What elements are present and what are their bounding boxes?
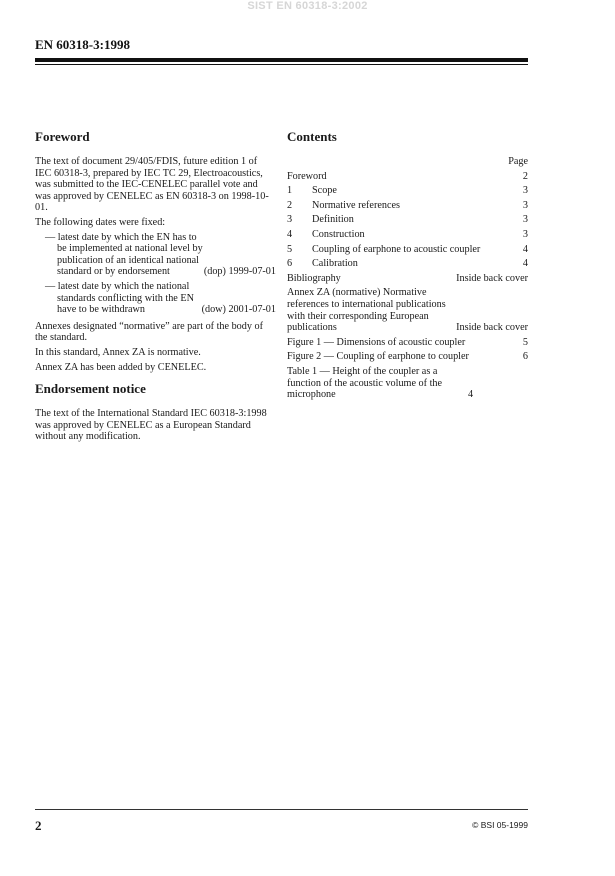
toc-page: 3	[522, 214, 528, 226]
page-column-label: Page	[508, 156, 528, 167]
toc-title: Construction	[312, 228, 365, 240]
toc-entry-annex-za	[287, 287, 528, 333]
toc-entry-coupling	[287, 244, 528, 256]
left-column	[35, 129, 276, 446]
date-value: (dop) 1999-07-01	[203, 266, 276, 278]
toc-page: 3	[522, 185, 528, 197]
annex-za-added: Annex ZA has been added by CENELEC.	[35, 361, 207, 373]
watermark: SIST EN 60318-3:2002	[247, 0, 368, 12]
toc-list	[287, 171, 528, 401]
toc-page: 3	[522, 228, 528, 240]
toc-number: 5	[287, 243, 293, 255]
toc-title: Annex ZA (normative) Normative references to international publications with their corresponding European publications	[287, 287, 446, 334]
date-value: (dow) 2001-07-01	[201, 304, 276, 316]
toc-title: Foreword	[287, 170, 327, 182]
toc-number: 6	[287, 258, 293, 270]
toc-page: 4	[522, 258, 528, 270]
foreword-intro: The text of document 29/405/FDIS, future edition 1 of IEC 60318-3, prepared by IEC TC 29, Electroacoustics, was submitted to the IEC-CENELEC parallel vote and was approved by CENELEC as EN 60318-3 on 1998-10-01.	[35, 156, 269, 214]
page-number: 2	[35, 818, 42, 833]
header-rule-thick	[35, 58, 528, 62]
toc-entry-normative-references	[287, 200, 528, 212]
toc-title: Calibration	[312, 258, 358, 270]
annex-note: Annexes designated “normative” are part of the body of the standard.	[35, 320, 264, 344]
right-column	[287, 129, 528, 404]
toc-number: 4	[287, 228, 293, 240]
toc-number: 3	[287, 214, 293, 226]
endorsement-text: The text of the International Standard IEC 60318-3:1998 was approved by CENELEC as a European Standard without any modification.	[35, 408, 267, 443]
toc-entry-calibration	[287, 258, 528, 270]
dates-list	[45, 232, 276, 316]
toc-number: 2	[287, 199, 293, 211]
foreword-heading: Foreword	[35, 129, 90, 144]
toc-entry-construction	[287, 229, 528, 241]
toc-title: Figure 2 — Coupling of earphone to coupler	[287, 351, 469, 363]
annex-za-normative: In this standard, Annex ZA is normative.	[35, 346, 201, 358]
toc-title: Figure 1 — Dimensions of acoustic coupler	[287, 336, 466, 348]
toc-page: 6	[522, 351, 528, 363]
toc-title: Normative references	[312, 199, 400, 211]
toc-page: Inside back cover	[456, 322, 528, 334]
toc-page: 4	[468, 389, 474, 401]
toc-title: Table 1 — Height of the coupler as a function of the acoustic volume of the microphone	[287, 365, 443, 401]
date-description: — latest date by which the EN has to be implemented at national level by publication of an identical national standard or by endorsement	[45, 231, 203, 278]
date-description: — latest date by which the national standards conflicting with the EN have to be withdrawn	[45, 280, 194, 316]
toc-title: Scope	[312, 185, 337, 197]
toc-page: 2	[522, 170, 528, 182]
toc-title: Coupling of earphone to acoustic coupler	[312, 243, 481, 255]
toc-entry-figure-1	[287, 337, 528, 349]
date-item-dow	[45, 281, 276, 316]
endorsement-heading: Endorsement notice	[35, 381, 146, 397]
toc-entry-bibliography	[287, 273, 528, 285]
date-item-dop	[45, 232, 276, 278]
toc-entry-table-1	[287, 366, 528, 401]
dates-intro: The following dates were fixed:	[35, 216, 166, 228]
copyright-notice: © BSI 05-1999	[472, 820, 528, 830]
footer-rule	[35, 809, 528, 810]
toc-entry-foreword	[287, 171, 528, 183]
toc-page: 5	[522, 336, 528, 348]
document-id: EN 60318-3:1998	[35, 37, 130, 52]
toc-number: 1	[287, 185, 293, 197]
header-rule-thin	[35, 64, 528, 65]
toc-page: 3	[522, 199, 528, 211]
toc-entry-figure-2	[287, 351, 528, 363]
toc-entry-scope	[287, 185, 528, 197]
toc-title: Bibliography	[287, 272, 341, 284]
toc-title: Definition	[312, 214, 354, 226]
contents-heading: Contents	[287, 129, 337, 144]
toc-page: 4	[522, 243, 528, 255]
toc-entry-definition	[287, 214, 528, 226]
toc-page: Inside back cover	[456, 272, 528, 284]
